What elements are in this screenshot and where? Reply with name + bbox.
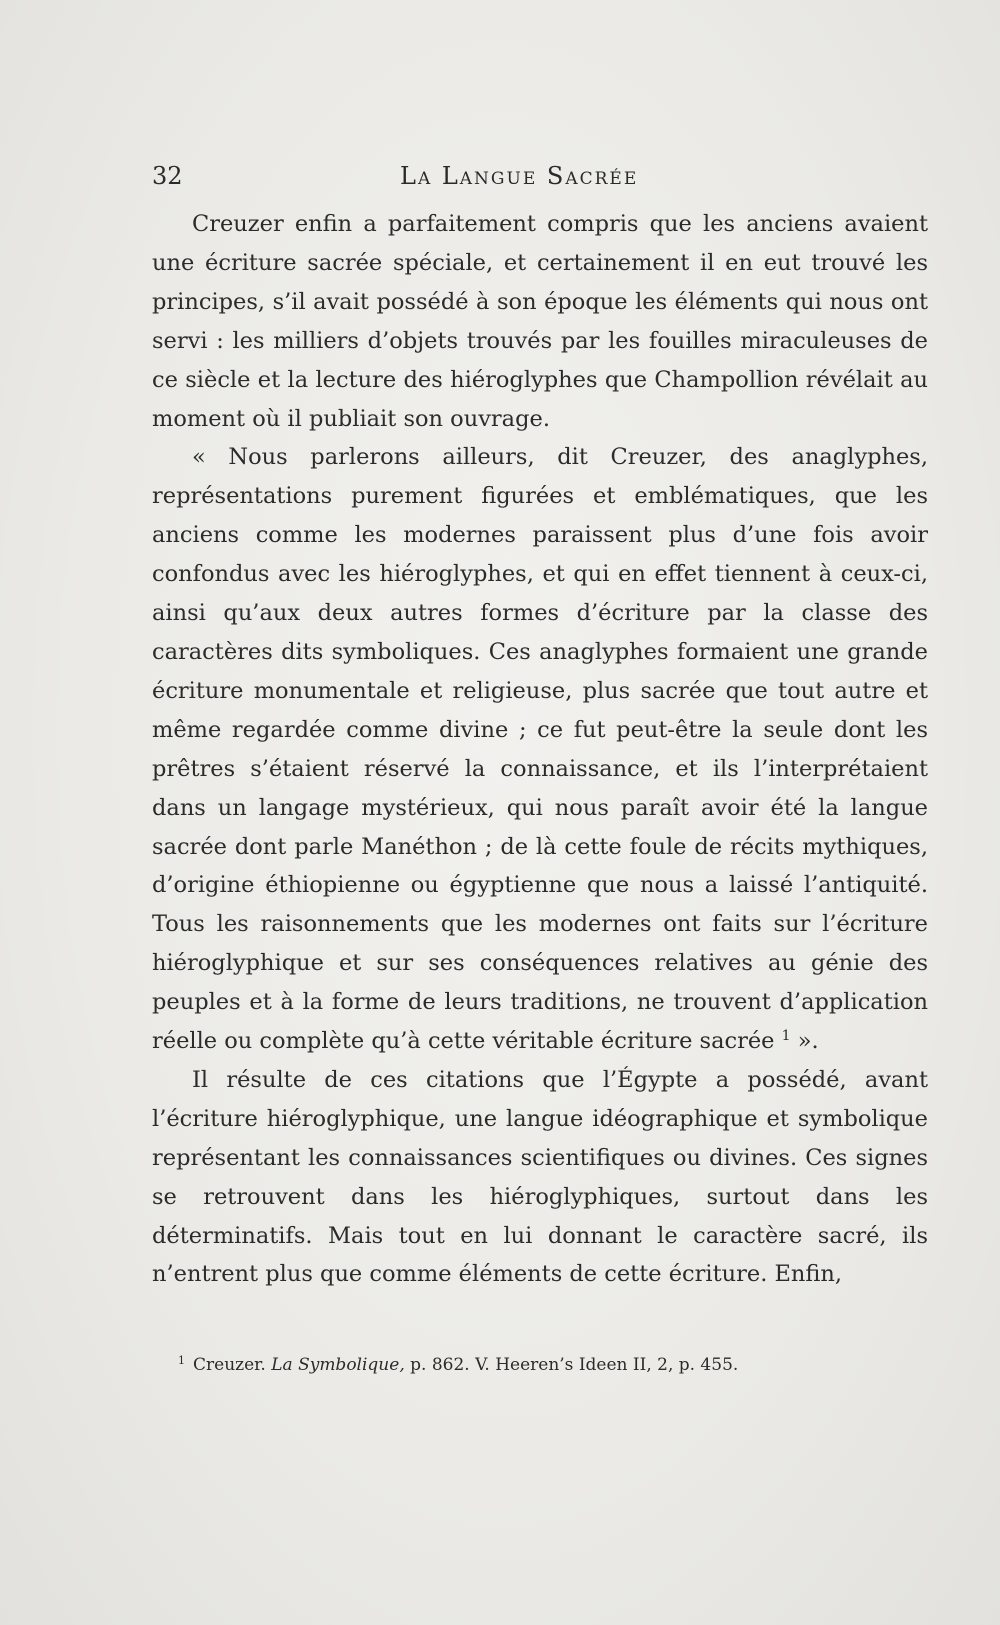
footnote-reference[interactable]: 1 <box>781 1028 791 1045</box>
footnote-author: Creuzer. <box>193 1355 266 1375</box>
running-title: La Langue Sacrée <box>400 162 639 190</box>
quote-closing: ». <box>790 1028 819 1055</box>
footnote-mark: 1 <box>178 1354 185 1367</box>
footnote-citation: p. 862. V. Heeren’s Ideen II, 2, p. 455. <box>410 1355 739 1375</box>
footnote <box>178 1352 928 1378</box>
paragraph-1: Creuzer enfin a parfaitement compris que les anciens avaient une écriture sacrée spéciale, et certainement il en eut trouvé les principes, s’il avait possédé à son époque les éléments qui nous ont servi : les milliers d’objets trouvés par les fouilles miraculeuses de ce siècle et la lecture des hiéroglyphes que Champollion révélait au moment où il publiait son ouvrage. <box>152 211 928 432</box>
body-text <box>152 205 928 1294</box>
paragraph-2 <box>152 438 928 1061</box>
paragraph-2-text: « Nous parlerons ailleurs, dit Creuzer, des anaglyphes, représentations purement figurées et emblématiques, que les anciens comme les modernes paraissent plus d’une fois avoir confondus avec les hiéroglyphes, et qui en effet tiennent à ceux-ci, ainsi qu’aux deux autres formes d’écriture par la classe des caractères dits symboliques. Ces anaglyphes formaient une grande écriture monumentale et religieuse, plus sacrée que tout autre et même regardée comme divine ; ce fut peut-être la seule dont les prêtres s’étaient réservé la connaissance, et ils l’interprétaient dans un langage mystérieux, qui nous paraît avoir été la langue sacrée dont parle Manéthon ; de là cette foule de récits mythiques, d’origine éthiopienne ou égyptienne que nous a laissé l’antiquité. Tous les raisonnements que les modernes ont faits sur l’écriture hiéroglyphique et sur ses conséquences relatives au génie des peuples et à la forme de leurs traditions, ne trouvent d’application réelle ou complète qu’à cette véritable écriture sacrée <box>152 444 928 1055</box>
page-header <box>152 160 928 196</box>
paragraph-3: Il résulte de ces citations que l’Égypte a possédé, avant l’écriture hiéroglyphique, une langue idéographique et symbolique représentant les connaissances scientifiques ou divines. Ces signes se retrouvent dans les hiéroglyphiques, surtout dans les déterminatifs. Mais tout en lui donnant le caractère sacré, ils n’entrent plus que comme éléments de cette écriture. Enfin, <box>152 1066 928 1288</box>
page-number: 32 <box>152 162 183 190</box>
footnote-title: La Symbolique, <box>271 1355 405 1375</box>
